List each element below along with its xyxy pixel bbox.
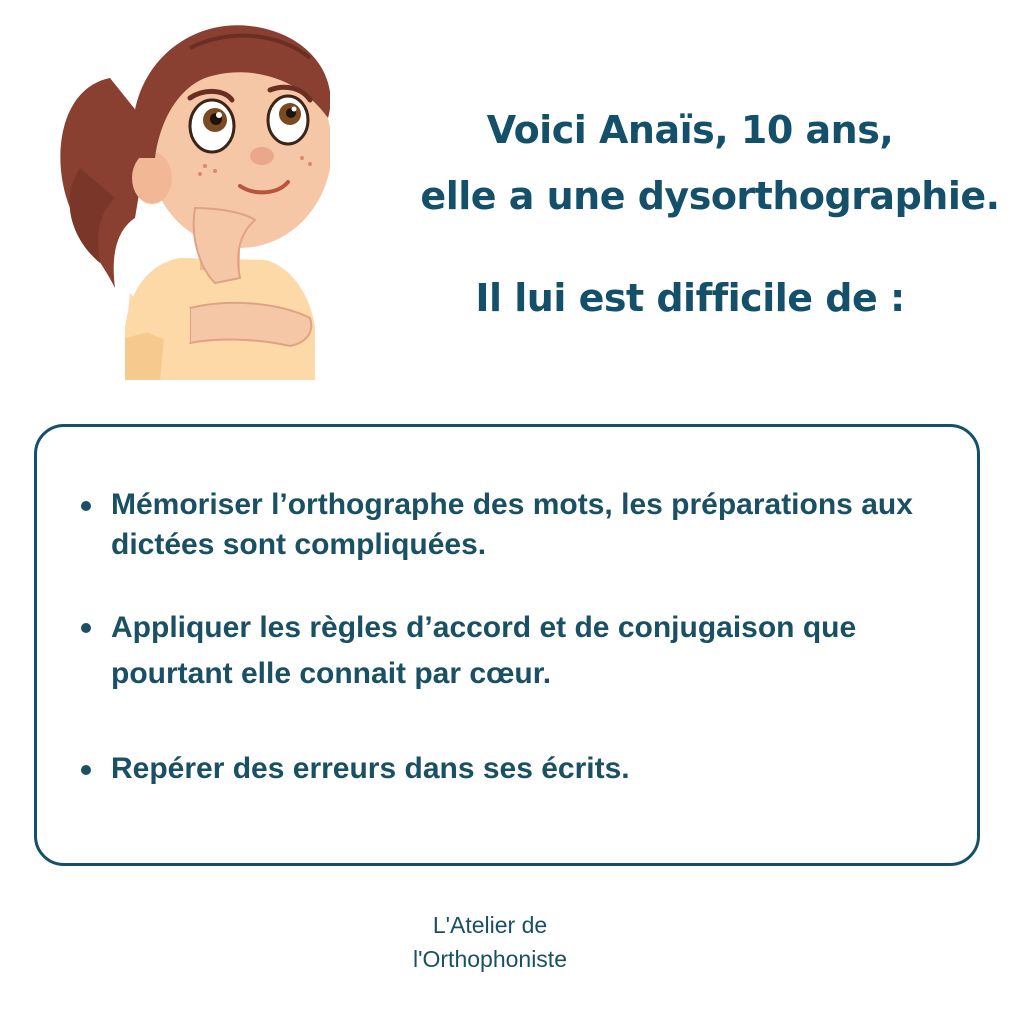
- list-item-text: Repérer des erreurs dans ses écrits.: [111, 752, 630, 785]
- bullet-icon: [81, 623, 91, 633]
- list-item-text: Appliquer les règles d’accord et de conjugaison que pourtant elle connait par cœur.: [111, 611, 857, 690]
- footer-credit: [380, 908, 600, 976]
- thinking-girl-illustration: [40, 8, 330, 380]
- list-item-text: Mémoriser l’orthographe des mots, les préparations aux dictées sont compliquées.: [111, 488, 913, 561]
- heading-difficulties: Il lui est difficile de :: [475, 276, 905, 320]
- heading-intro: Voici Anaïs, 10 ans,: [486, 108, 894, 152]
- footer-line-1: L'Atelier de: [432, 912, 548, 938]
- list-item: [77, 605, 957, 697]
- footer-line-2: l'Orthophoniste: [413, 946, 567, 972]
- list-item: [77, 485, 957, 565]
- bullet-icon: [81, 501, 91, 511]
- heading-block: [400, 108, 1020, 320]
- difficulties-list: [77, 485, 957, 789]
- list-item: [77, 749, 957, 789]
- heading-diagnosis: elle a une dysorthographie.: [420, 174, 1000, 218]
- difficulties-box: [34, 424, 980, 866]
- bullet-icon: [81, 765, 91, 775]
